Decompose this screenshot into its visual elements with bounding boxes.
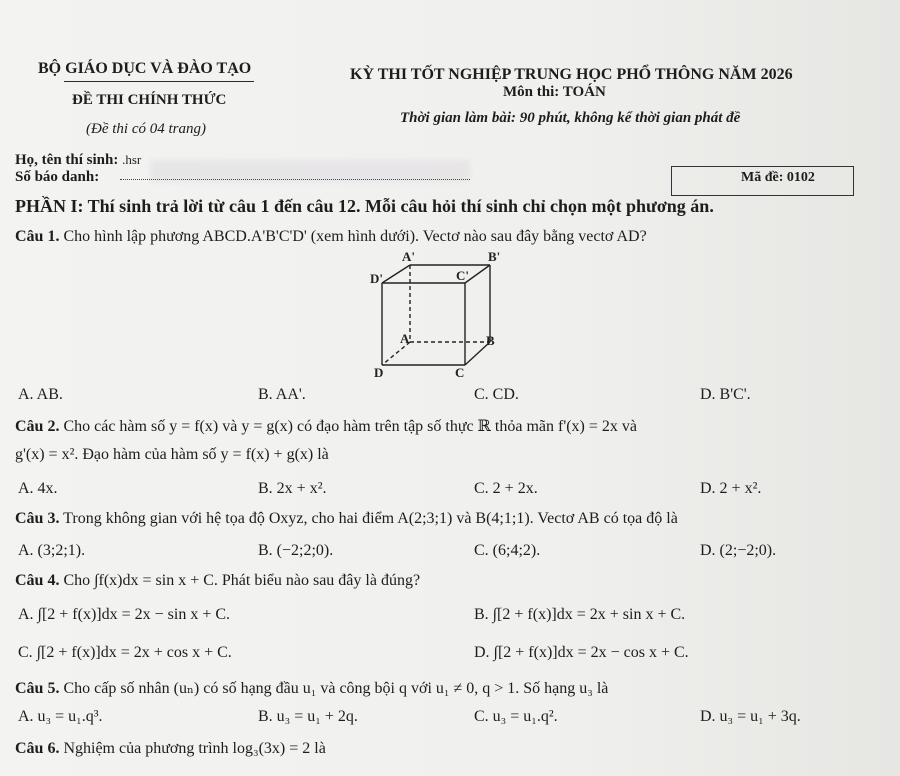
q1-option-d[interactable]: D. B'C'.: [700, 386, 751, 403]
question-3: [15, 510, 678, 528]
cube-figure: [360, 250, 510, 380]
q5-option-d[interactable]: D. u₃ = u₁ + 3q.: [700, 708, 801, 725]
q3-option-a[interactable]: A. (3;2;1).: [18, 542, 86, 559]
question-3-label: Câu 3.: [15, 510, 60, 527]
time-limit: Thời gian làm bài: 90 phút, không kể thời gian phát đề: [400, 110, 741, 126]
ministry-name: BỘ GIÁO DỤC VÀ ĐÀO TẠO: [38, 60, 252, 77]
candidate-id-label: Số báo danh:: [15, 169, 100, 185]
official-exam-label: ĐỀ THI CHÍNH THỨC: [72, 92, 227, 108]
question-6-text: Nghiệm của phương trình log₃(3x) = 2 là: [63, 740, 326, 757]
question-4: [15, 572, 420, 590]
question-6-label: Câu 6.: [15, 740, 60, 757]
candidate-id-dotted-line: [120, 178, 470, 180]
label-d-prime: D': [370, 271, 383, 286]
label-c: C: [455, 365, 465, 380]
question-2-line2: g'(x) = x². Đạo hàm của hàm số y = f(x) + g(x) là: [15, 446, 329, 463]
q5-option-b[interactable]: B. u₃ = u₁ + 2q.: [258, 708, 358, 725]
exam-title: KỲ THI TỐT NGHIỆP TRUNG HỌC PHỔ THÔNG NĂM 2026: [350, 66, 793, 83]
exam-code: Mã đề: 0102: [741, 170, 815, 185]
candidate-name-row: [15, 152, 141, 169]
question-1-text: Cho hình lập phương ABCD.A'B'C'D' (xem hình dưới). Vectơ nào sau đây bằng vectơ AD?: [63, 228, 647, 245]
question-2: [15, 416, 637, 436]
page-count: (Đề thi có 04 trang): [86, 121, 206, 137]
label-b: B: [486, 333, 495, 348]
q3-option-b[interactable]: B. (−2;2;0).: [258, 542, 334, 559]
subject-label: Môn thi: TOÁN: [503, 84, 606, 100]
ministry-underline: [64, 81, 254, 82]
label-c-prime: C': [456, 268, 469, 283]
label-a-prime: A': [402, 250, 415, 264]
question-6: [15, 740, 326, 758]
question-5-text: Cho cấp số nhân (uₙ) có số hạng đầu u₁ và công bội q với u₁ ≠ 0, q > 1. Số hạng u₃ là: [63, 680, 609, 697]
label-d: D: [374, 365, 384, 380]
question-5: [15, 678, 608, 698]
q3-option-d[interactable]: D. (2;−2;0).: [700, 542, 777, 559]
q5-option-c[interactable]: C. u₃ = u₁.q².: [474, 708, 558, 725]
q2-option-b[interactable]: B. 2x + x².: [258, 480, 327, 497]
question-3-text: Trong không gian với hệ tọa độ Oxyz, cho hai điểm A(2;3;1) và B(4;1;1). Vectơ AB có tọa độ là: [63, 510, 678, 527]
q2-option-c[interactable]: C. 2 + 2x.: [474, 480, 538, 497]
q4-option-a[interactable]: A. ∫[2 + f(x)]dx = 2x − sin x + C.: [18, 606, 231, 623]
question-5-label: Câu 5.: [15, 680, 60, 697]
question-2-text: Cho các hàm số y = f(x) và y = g(x) có đạo hàm trên tập số thực ℝ thỏa mãn f'(x) = 2x và: [63, 418, 637, 435]
question-4-text: Cho ∫f(x)dx = sin x + C. Phát biểu nào sau đây là đúng?: [63, 572, 421, 589]
q4-option-d[interactable]: D. ∫[2 + f(x)]dx = 2x − cos x + C.: [474, 644, 689, 661]
label-a: A: [400, 331, 410, 346]
q4-option-c[interactable]: C. ∫[2 + f(x)]dx = 2x + cos x + C.: [18, 644, 232, 661]
question-1: [15, 228, 647, 246]
candidate-name-value: .hsr: [122, 152, 142, 167]
candidate-name-label: Họ, tên thí sinh:: [15, 152, 119, 168]
question-2-label: Câu 2.: [15, 418, 60, 435]
part1-title: PHẦN I: Thí sinh trả lời từ câu 1 đến câu 12. Mỗi câu hỏi thí sinh chỉ chọn một phương án.: [15, 196, 714, 216]
q3-option-c[interactable]: C. (6;4;2).: [474, 542, 541, 559]
q1-option-c[interactable]: C. CD.: [474, 386, 519, 403]
q2-option-a[interactable]: A. 4x.: [18, 480, 58, 497]
q1-option-b[interactable]: B. AA'.: [258, 386, 306, 403]
question-1-label: Câu 1.: [15, 228, 60, 245]
q1-option-a[interactable]: A. AB.: [18, 386, 63, 403]
q2-option-d[interactable]: D. 2 + x².: [700, 480, 762, 497]
label-b-prime: B': [488, 250, 501, 264]
q4-option-b[interactable]: B. ∫[2 + f(x)]dx = 2x + sin x + C.: [474, 606, 686, 623]
question-4-label: Câu 4.: [15, 572, 60, 589]
q5-option-a[interactable]: A. u₃ = u₁.q³.: [18, 708, 103, 725]
